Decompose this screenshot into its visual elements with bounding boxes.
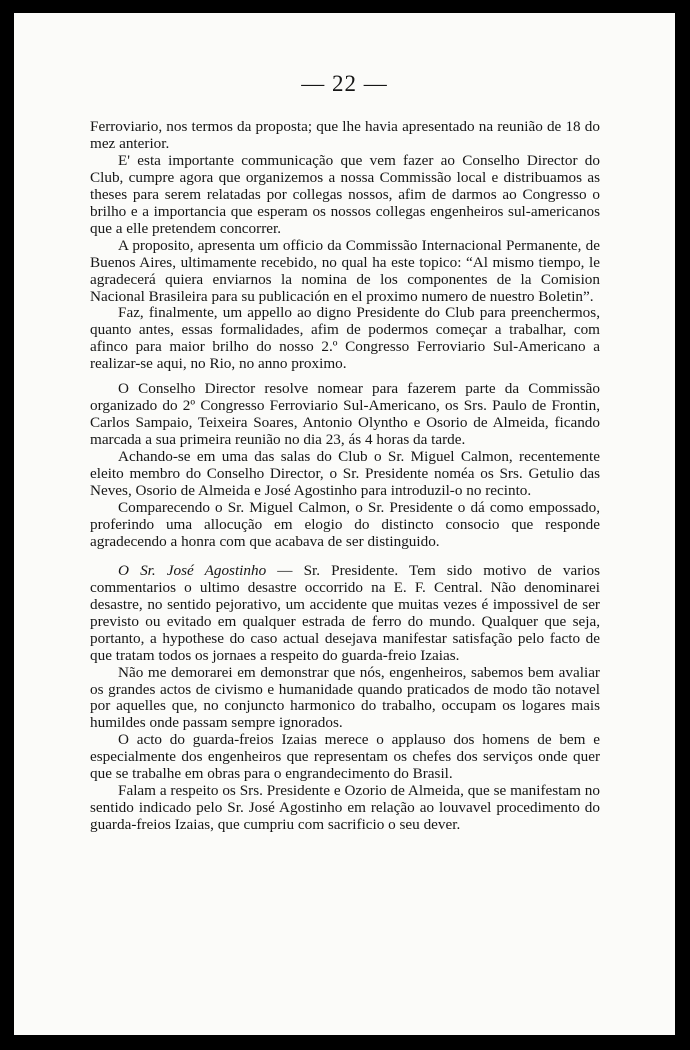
paragraph-8-speech [90,563,600,665]
paragraph-7: Comparecendo o Sr. Miguel Calmon, o Sr. Presidente o dá como empossado, proferindo uma allocução em elogio do distincto consocio que responde agradecendo a honra com que acabava de ser distinguido. [90,498,600,550]
body-text [90,119,600,834]
paragraph-4: Faz, finalmente, um appello ao digno Presidente do Club para preenchermos, quanto antes, essas formalidades, afim de podermos começar a trabalhar, com afinco para maior brilho do nosso 2.º Congresso Ferroviario Sul-Americano a realizar-se aqui, no Rio, no anno proximo. [90,304,600,373]
speech-text: — Sr. Presidente. Tem sido motivo de varios commentarios o ultimo desastre occorrido na E. F. Central. Não denominarei desastre, no sentido pejorativo, um accidente que muitas vezes é impossivel de ser previsto ou evitado em qualquer estrada de ferro do mundo. Qualquer que seja, portanto, a hypothese do caso actual desejava manifestar satisfação pelo facto de que tratam todos os jornaes a respeito do guarda-freio Izaias. [90,561,600,664]
paragraph-5: O Conselho Director resolve nomear para fazerem parte da Commissão organizado do 2º Congresso Ferroviario Sul-Americano, os Srs. Paulo de Frontin, Carlos Sampaio, Teixeira Soares, Antonio Olyntho e Osorio de Almeida, ficando marcada a sua primeira reunião no dia 23, ás 4 horas da tarde. [90,380,600,449]
paragraph-1-continuation: Ferroviario, nos termos da proposta; que lhe havia apresentado na reunião de 18 do mez anterior. [90,118,600,152]
page-number: — 22 — [301,71,388,96]
paragraph-2: E' esta importante communicação que vem fazer ao Conselho Director do Club, cumpre agora que organizemos a nossa Commissão local e distribuamos as theses para serem relatadas por collegas nossos, afim de darmos ao Congresso o brilho e a importancia que esperam os nossos collegas engenheiros sul-americanos que a elle pretendem concorrer. [90,151,600,237]
paragraph-11: Falam a respeito os Srs. Presidente e Ozorio de Almeida, que se manifestam no sentido indicado pelo Sr. José Agostinho em relação ao louvavel procedimento do guarda-freios Izaias, que cumpriu com sacrificio o seu dever. [90,782,600,834]
speaker-name: O Sr. José Agostinho [118,561,267,579]
paragraph-3: A proposito, apresenta um officio da Commissão Internacional Permanente, de Buenos Aires, ultimamente recebido, no qual ha este topico: “Al mismo tiempo, le agradecerá quiera enviarnos la nomina de los componentes de la Comision Nacional Brasileira para su publicación en el proximo numero de nuestro Boletin”. [90,236,600,305]
document-page [14,13,675,1035]
paragraph-9: Não me demorarei em demonstrar que nós, engenheiros, sabemos bem avaliar os grandes actos de civismo e humanidade quando praticados de modo tão notavel por aquelles que, no conjuncto harmonico do trabalho, occupam os logares mais humildes onde passam sempre ignorados. [90,663,600,732]
paragraph-10: O acto do guarda-freios Izaias merece o applauso dos homens de bem e especialmente dos engenheiros que representam os chefes dos serviços onde quer que se trabalhe em obras para o engrandecimento do Brasil. [90,731,600,783]
paragraph-6: Achando-se em uma das salas do Club o Sr. Miguel Calmon, recentemente eleito membro do Conselho Director, o Sr. Presidente noméa os Srs. Getulio das Neves, Osorio de Almeida e José Agostinho para introduzil-o no recinto. [90,448,600,500]
